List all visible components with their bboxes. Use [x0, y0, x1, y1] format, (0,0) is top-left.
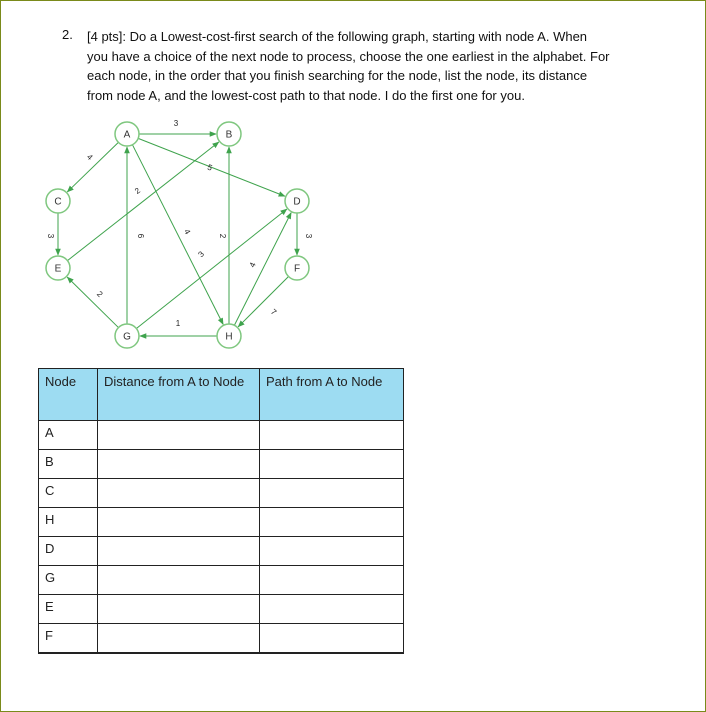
node-label: F	[293, 263, 301, 275]
edge-weight-label: 3	[196, 249, 206, 259]
edge-g-e	[67, 277, 118, 327]
cell-path[interactable]	[260, 421, 404, 450]
node-label: C	[54, 196, 62, 208]
cell-node: C	[39, 479, 98, 508]
graph-node-b	[217, 122, 241, 146]
cell-node: G	[39, 566, 98, 595]
graph-node-h	[217, 324, 241, 348]
header-distance: Distance from A to Node	[98, 369, 260, 421]
graph-node-e	[46, 256, 70, 280]
node-label: D	[293, 196, 301, 208]
table-row	[39, 479, 404, 508]
node-label: B	[225, 129, 233, 141]
cell-distance[interactable]	[98, 450, 260, 479]
edge-weight-label: 2	[133, 185, 142, 196]
edge-h-d	[234, 213, 291, 326]
edge-weight-label: 7	[269, 307, 279, 317]
table-row	[39, 537, 404, 566]
answer-table	[38, 368, 404, 654]
edge-weight-label: 3	[46, 233, 55, 239]
node-label: H	[225, 331, 233, 343]
question-line: from node A, and the lowest-cost path to that node. I do the first one for you.	[87, 87, 525, 103]
table-header-row	[39, 369, 404, 421]
cell-node: D	[39, 537, 98, 566]
question-line: you have a choice of the next node to process, choose the one earliest in the alphabet. For	[87, 48, 610, 64]
cell-path[interactable]	[260, 566, 404, 595]
cell-path[interactable]	[260, 479, 404, 508]
cell-node: H	[39, 508, 98, 537]
cell-distance[interactable]	[98, 624, 260, 653]
graph-node-f	[285, 256, 309, 280]
table-row	[39, 508, 404, 537]
cell-node: B	[39, 450, 98, 479]
header-node: Node	[39, 369, 98, 421]
cell-path[interactable]	[260, 624, 404, 653]
node-label: G	[123, 331, 131, 343]
question-number: 2.	[62, 27, 73, 42]
edge-weight-label: 4	[85, 152, 95, 162]
cell-distance[interactable]	[98, 508, 260, 537]
edge-weight-label: 6	[136, 233, 145, 239]
cell-path[interactable]	[260, 537, 404, 566]
table-row	[39, 450, 404, 479]
cell-distance[interactable]	[98, 537, 260, 566]
cell-node: A	[39, 421, 98, 450]
cell-distance[interactable]	[98, 479, 260, 508]
cell-path[interactable]	[260, 508, 404, 537]
graph-node-a	[115, 122, 139, 146]
cell-node: F	[39, 624, 98, 653]
edge-g-d	[136, 209, 286, 328]
graph-node-d	[285, 189, 309, 213]
cell-distance[interactable]	[98, 421, 260, 450]
table-row	[39, 624, 404, 653]
table-row	[39, 566, 404, 595]
edge-weight-label: 3	[173, 119, 179, 128]
table-row	[39, 595, 404, 624]
cell-path[interactable]	[260, 595, 404, 624]
edge-weight-label: 5	[206, 162, 214, 173]
table-row	[39, 421, 404, 450]
edge-weight-label: 3	[304, 233, 313, 239]
node-label: A	[123, 129, 131, 141]
node-label: E	[54, 263, 62, 275]
cell-path[interactable]	[260, 450, 404, 479]
cell-distance[interactable]	[98, 566, 260, 595]
edge-f-h	[238, 276, 288, 326]
edge-weight-label: 1	[175, 319, 181, 328]
header-path: Path from A to Node	[260, 369, 404, 421]
cell-distance[interactable]	[98, 595, 260, 624]
edge-weight-label: 4	[182, 227, 193, 236]
edge-a-c	[67, 142, 118, 192]
question-line: each node, in the order that you finish searching for the node, list the node, its distance	[87, 68, 588, 83]
question-line: [4 pts]: Do a Lowest-cost-first search of the following graph, starting with node A. When	[87, 29, 588, 44]
edge-weight-label: 2	[95, 289, 105, 299]
edge-weight-label: 2	[218, 233, 227, 239]
cell-node: E	[39, 595, 98, 624]
graph-node-g	[115, 324, 139, 348]
graph-node-c	[46, 189, 70, 213]
edge-weight-label: 4	[247, 261, 258, 269]
